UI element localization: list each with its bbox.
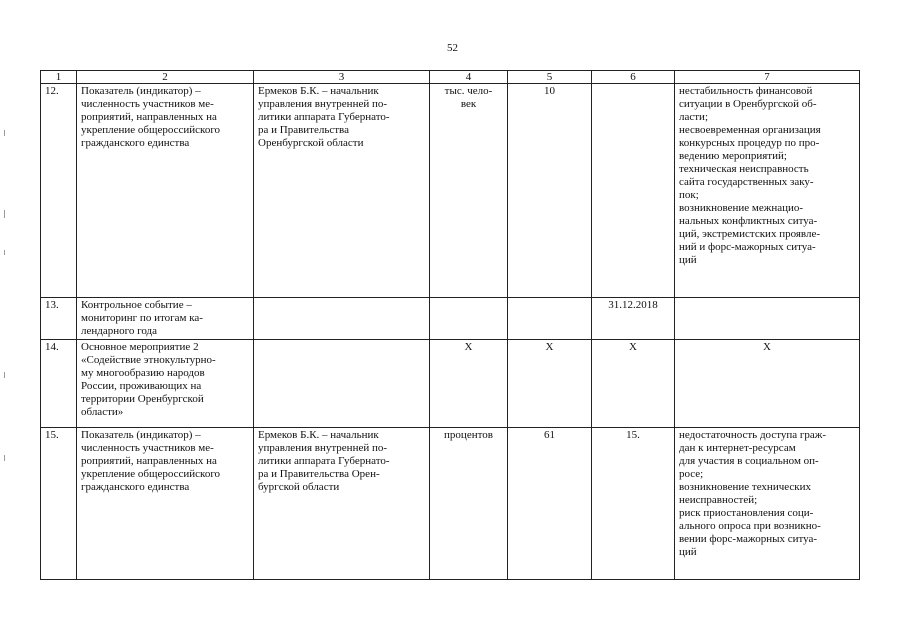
date-cell: X — [592, 340, 675, 428]
risk-cell-line: конкурсных процедур по про- — [679, 137, 820, 149]
risk-cell-line: ведению мероприятий; — [679, 150, 787, 162]
indicator-name-line: укрепление общероссийского — [81, 124, 221, 136]
unit-cell-line: век — [460, 98, 477, 110]
risk-cell-line: возникновение технических — [679, 481, 812, 493]
indicator-name-line: укрепление общероссийского — [81, 468, 221, 480]
table-row — [41, 84, 860, 298]
risk-cell-line: пок; — [679, 189, 699, 201]
scan-mark — [4, 372, 5, 378]
risk-cell-line: ний и форс-мажорных ситуа- — [679, 241, 816, 253]
indicator-name-line: России, проживающих на — [81, 380, 202, 392]
responsible-person-line: бургской области — [258, 481, 340, 493]
indicator-name-line: роприятий, направленных на — [81, 111, 217, 123]
responsible-person-line: Оренбургской области — [258, 137, 364, 149]
column-number: 4 — [430, 71, 508, 84]
risk-cell-line: ций — [679, 254, 697, 266]
responsible-person-line: управления внутренней по- — [258, 98, 388, 110]
row-number: 12. — [41, 84, 77, 298]
risk-cell-line: ального опроса при возникно- — [679, 520, 821, 532]
risk-cell — [675, 298, 860, 340]
column-number: 6 — [592, 71, 675, 84]
indicator-name-line: «Содействие этнокультурно- — [81, 354, 216, 366]
indicator-name — [77, 428, 254, 580]
risk-cell-line: несвоевременная организация — [679, 124, 821, 136]
risk-cell-line: возникновение межнацио- — [679, 202, 804, 214]
page-number: 52 — [447, 42, 458, 54]
indicator-name — [77, 298, 254, 340]
indicator-name-line: гражданского единства — [81, 481, 190, 493]
value-cell: 61 — [508, 428, 592, 580]
responsible-person — [254, 84, 430, 298]
responsible-person-line: ра и Правительства Орен- — [258, 468, 380, 480]
unit-cell-line: X — [464, 341, 473, 353]
risk-cell-line: сайта государственных заку- — [679, 176, 814, 188]
responsible-person — [254, 298, 430, 340]
responsible-person — [254, 428, 430, 580]
responsible-person-line: Ермеков Б.К. – начальник — [258, 85, 379, 97]
indicator-name-line: территории Оренбургской — [81, 393, 204, 405]
indicator-name-line: му многообразию народов — [81, 367, 205, 379]
date-cell: 15. — [592, 428, 675, 580]
table-row — [41, 428, 860, 580]
indicator-name-line: Основное мероприятие 2 — [81, 341, 199, 353]
scan-mark — [4, 250, 5, 255]
unit-cell — [430, 298, 508, 340]
indicator-name — [77, 84, 254, 298]
indicator-name — [77, 340, 254, 428]
unit-cell — [430, 84, 508, 298]
column-number: 1 — [41, 71, 77, 84]
column-number: 3 — [254, 71, 430, 84]
risk-cell-line: нестабильность финансовой — [679, 85, 813, 97]
risk-cell-line: росе; — [679, 468, 704, 480]
risk-cell-line: нальных конфликтных ситуа- — [679, 215, 818, 227]
risk-cell-line: ситуации в Оренбургской об- — [679, 98, 817, 110]
row-number: 14. — [41, 340, 77, 428]
risk-cell-line: вении форс-мажорных ситуа- — [679, 533, 818, 545]
value-cell — [508, 298, 592, 340]
risk-cell-line: X — [763, 341, 771, 353]
responsible-person-line: управления внутренней по- — [258, 442, 388, 454]
responsible-person — [254, 340, 430, 428]
row-number: 13. — [41, 298, 77, 340]
indicator-name-line: гражданского единства — [81, 137, 190, 149]
unit-cell-line: тыс. чело- — [444, 85, 493, 97]
plan-table — [40, 70, 860, 580]
indicator-name-line: Показатель (индикатор) – — [81, 429, 201, 441]
scan-mark — [4, 210, 5, 218]
risk-cell-line: неисправностей; — [679, 494, 758, 506]
table-row — [41, 298, 860, 340]
risk-cell-line: ций — [679, 546, 697, 558]
unit-cell-line: процентов — [444, 429, 493, 441]
indicator-name-line: области» — [81, 406, 124, 418]
scan-mark — [4, 455, 5, 461]
risk-cell — [675, 428, 860, 580]
date-cell — [592, 84, 675, 298]
column-number: 5 — [508, 71, 592, 84]
indicator-name-line: роприятий, направленных на — [81, 455, 217, 467]
scan-mark — [4, 130, 5, 136]
risk-cell-line: ласти; — [679, 111, 709, 123]
unit-cell — [430, 428, 508, 580]
responsible-person-line: Ермеков Б.К. – начальник — [258, 429, 379, 441]
risk-cell-line: ций, экстремистских проявле- — [679, 228, 821, 240]
value-cell: 10 — [508, 84, 592, 298]
risk-cell-line: техническая неисправность — [679, 163, 809, 175]
risk-cell-line: риск приостановления соци- — [679, 507, 814, 519]
risk-cell-line: для участия в социальном оп- — [679, 455, 819, 467]
indicator-name-line: Показатель (индикатор) – — [81, 85, 201, 97]
column-number: 2 — [77, 71, 254, 84]
indicator-name-line: мониторинг по итогам ка- — [81, 312, 203, 324]
risk-cell — [675, 340, 860, 428]
column-number: 7 — [675, 71, 860, 84]
date-cell: 31.12.2018 — [592, 298, 675, 340]
risk-cell-line: дан к интернет-ресурсам — [679, 442, 796, 454]
responsible-person-line: литики аппарата Губернато- — [258, 111, 390, 123]
responsible-person-line: ра и Правительства — [258, 124, 349, 136]
indicator-name-line: Контрольное событие – — [81, 299, 192, 311]
risk-cell — [675, 84, 860, 298]
row-number: 15. — [41, 428, 77, 580]
column-number-row — [41, 71, 860, 84]
indicator-name-line: численность участников ме- — [81, 98, 214, 110]
unit-cell — [430, 340, 508, 428]
indicator-name-line: лендарного года — [81, 325, 158, 337]
responsible-person-line: литики аппарата Губернато- — [258, 455, 390, 467]
table-row — [41, 340, 860, 428]
risk-cell-line: недостаточность доступа граж- — [679, 429, 827, 441]
value-cell: X — [508, 340, 592, 428]
indicator-name-line: численность участников ме- — [81, 442, 214, 454]
